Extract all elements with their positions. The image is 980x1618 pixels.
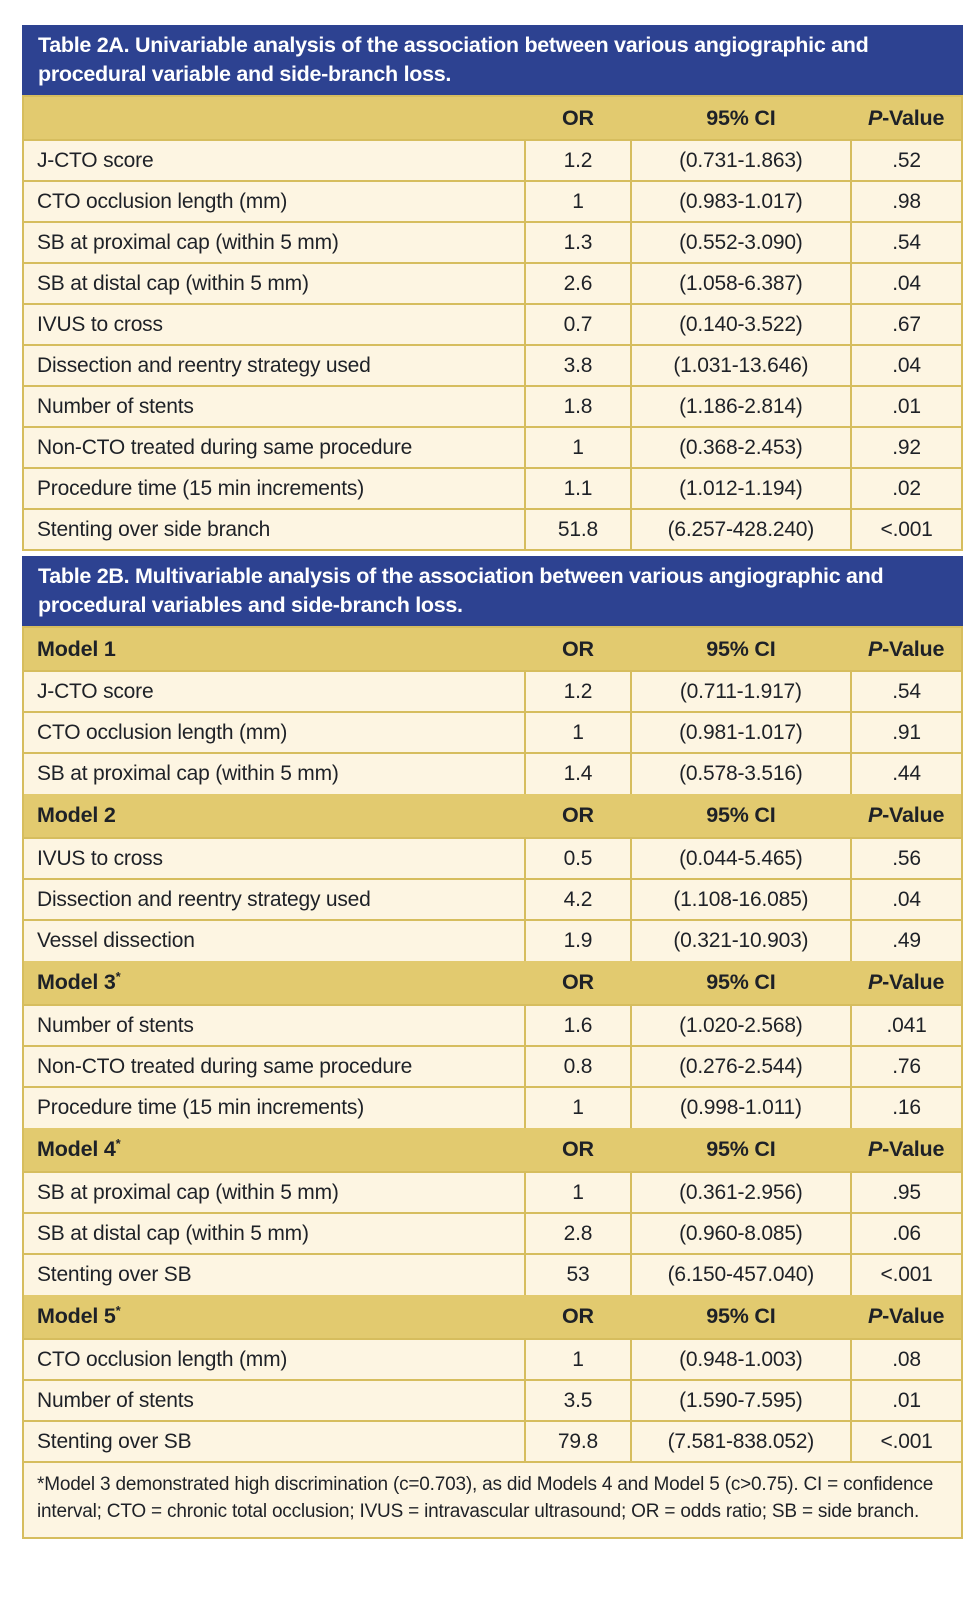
model-3-rows (23, 1005, 962, 1128)
p-cell: .67 (851, 304, 962, 345)
or-cell: 1.1 (525, 468, 630, 509)
p-column-header (851, 1128, 962, 1172)
variable-cell: SB at distal cap (within 5 mm) (23, 1213, 525, 1254)
footnote-row (23, 1462, 962, 1538)
table-2a-title: Table 2A. Univariable analysis of the association between various angiographic and procedural variable and side-branch loss. (38, 33, 869, 86)
or-column-header: OR (525, 1295, 630, 1339)
table-row (23, 920, 962, 961)
ci-cell: (0.321-10.903) (631, 920, 852, 961)
or-cell: 1 (525, 1087, 630, 1128)
section-label-sup: * (115, 969, 121, 985)
column-header-row (23, 96, 962, 140)
p-cell: .04 (851, 263, 962, 304)
model-1-header-row (23, 627, 962, 671)
p-cell: .44 (851, 753, 962, 794)
p-italic-letter: P (867, 970, 883, 994)
p-cell: .16 (851, 1087, 962, 1128)
variable-cell: Stenting over side branch (23, 509, 525, 550)
or-cell: 79.8 (525, 1421, 630, 1462)
variable-cell: Number of stents (23, 386, 525, 427)
variable-cell: Vessel dissection (23, 920, 525, 961)
p-italic-letter: P (867, 1137, 883, 1161)
or-cell: 0.5 (525, 838, 630, 879)
section-label: Model 4 (37, 1137, 116, 1162)
ci-cell: (1.031-13.646) (631, 345, 852, 386)
ci-cell: (0.983-1.017) (631, 181, 852, 222)
table-row (23, 1254, 962, 1295)
or-cell: 3.8 (525, 345, 630, 386)
section-label-sup: * (115, 1136, 121, 1152)
or-column-header: OR (525, 627, 630, 671)
p-cell: .06 (851, 1213, 962, 1254)
p-rest: -Value (882, 970, 945, 994)
ci-cell: (1.590-7.595) (631, 1380, 852, 1421)
or-cell: 1.9 (525, 920, 630, 961)
variable-cell: SB at distal cap (within 5 mm) (23, 263, 525, 304)
ci-cell: (0.044-5.465) (631, 838, 852, 879)
or-cell: 1.6 (525, 1005, 630, 1046)
table-2a-rows (23, 140, 962, 550)
table-2b-title-bar (22, 556, 963, 626)
or-column-header: OR (525, 794, 630, 838)
variable-cell: Number of stents (23, 1380, 525, 1421)
table-row (23, 427, 962, 468)
table-row (23, 509, 962, 550)
p-italic-letter: P (867, 1304, 883, 1328)
or-cell: 1 (525, 427, 630, 468)
section-label-cell (23, 961, 525, 1005)
or-cell: 53 (525, 1254, 630, 1295)
table-row (23, 304, 962, 345)
ci-cell: (0.368-2.453) (631, 427, 852, 468)
table-row (23, 671, 962, 712)
p-cell: .01 (851, 386, 962, 427)
table-row (23, 1172, 962, 1213)
model-5-header-row (23, 1295, 962, 1339)
or-column-header: OR (525, 96, 630, 140)
ci-cell: (0.711-1.917) (631, 671, 852, 712)
section-label: Model 1 (37, 637, 116, 662)
table-2a (22, 95, 963, 551)
model-4-rows (23, 1172, 962, 1295)
or-cell: 1.8 (525, 386, 630, 427)
model-3-header-row (23, 961, 962, 1005)
or-cell: 4.2 (525, 879, 630, 920)
p-cell: .01 (851, 1380, 962, 1421)
variable-cell: Dissection and reentry strategy used (23, 879, 525, 920)
ci-cell: (0.276-2.544) (631, 1046, 852, 1087)
ci-column-header: 95% CI (631, 1128, 852, 1172)
p-cell: <.001 (851, 1421, 962, 1462)
or-cell: 2.6 (525, 263, 630, 304)
p-rest: -Value (882, 636, 945, 661)
table-row (23, 712, 962, 753)
variable-cell: CTO occlusion length (mm) (23, 712, 525, 753)
table-row (23, 1380, 962, 1421)
model-3-header-section (23, 961, 962, 1005)
variable-cell: SB at proximal cap (within 5 mm) (23, 222, 525, 263)
model-2-header-section (23, 794, 962, 838)
ci-cell: (1.020-2.568) (631, 1005, 852, 1046)
p-cell: .92 (851, 427, 962, 468)
table-row (23, 263, 962, 304)
tables-container (22, 25, 963, 1539)
variable-cell: IVUS to cross (23, 304, 525, 345)
model-4-header-section (23, 1128, 962, 1172)
ci-cell: (0.578-3.516) (631, 753, 852, 794)
p-column-header (851, 627, 962, 671)
ci-cell: (0.731-1.863) (631, 140, 852, 181)
model-2-header-row (23, 794, 962, 838)
ci-cell: (0.981-1.017) (631, 712, 852, 753)
p-cell: .49 (851, 920, 962, 961)
p-cell: .041 (851, 1005, 962, 1046)
variable-cell: J-CTO score (23, 671, 525, 712)
table-row (23, 1005, 962, 1046)
section-label-cell (23, 1128, 525, 1172)
table-row (23, 1339, 962, 1380)
or-cell: 1.4 (525, 753, 630, 794)
p-cell: <.001 (851, 509, 962, 550)
p-italic-letter: P (867, 636, 883, 661)
or-cell: 0.8 (525, 1046, 630, 1087)
ci-cell: (1.186-2.814) (631, 386, 852, 427)
p-cell: .56 (851, 838, 962, 879)
variable-cell: Dissection and reentry strategy used (23, 345, 525, 386)
table-row (23, 468, 962, 509)
variable-cell: Stenting over SB (23, 1421, 525, 1462)
p-column-header (851, 1295, 962, 1339)
section-label: Model 2 (37, 803, 116, 828)
section-label-sup: * (115, 1303, 121, 1319)
variable-cell: IVUS to cross (23, 838, 525, 879)
table-row (23, 753, 962, 794)
ci-column-header: 95% CI (631, 794, 852, 838)
p-cell: .52 (851, 140, 962, 181)
p-cell: .95 (851, 1172, 962, 1213)
variable-cell: SB at proximal cap (within 5 mm) (23, 1172, 525, 1213)
ci-cell: (0.552-3.090) (631, 222, 852, 263)
or-cell: 51.8 (525, 509, 630, 550)
table-row (23, 1046, 962, 1087)
p-rest: -Value (882, 105, 945, 130)
p-cell: .04 (851, 879, 962, 920)
or-cell: 1.2 (525, 140, 630, 181)
variable-cell: Stenting over SB (23, 1254, 525, 1295)
p-cell: .91 (851, 712, 962, 753)
model-4-header-row (23, 1128, 962, 1172)
or-column-header: OR (525, 961, 630, 1005)
p-cell: .76 (851, 1046, 962, 1087)
model-5-header-section (23, 1295, 962, 1339)
table-row (23, 879, 962, 920)
ci-column-header: 95% CI (631, 627, 852, 671)
p-italic-letter: P (867, 105, 883, 130)
ci-cell: (0.140-3.522) (631, 304, 852, 345)
ci-cell: (0.960-8.085) (631, 1213, 852, 1254)
or-cell: 1 (525, 712, 630, 753)
model-2-rows (23, 838, 962, 961)
section-label: Model 3 (37, 970, 116, 995)
p-cell: .54 (851, 222, 962, 263)
or-column-header: OR (525, 1128, 630, 1172)
table-2a-header-section (23, 96, 962, 140)
p-cell: .08 (851, 1339, 962, 1380)
table-2a-title-bar (22, 25, 963, 95)
p-cell: <.001 (851, 1254, 962, 1295)
or-cell: 2.8 (525, 1213, 630, 1254)
variable-cell: CTO occlusion length (mm) (23, 181, 525, 222)
section-label-cell (23, 96, 525, 140)
or-cell: 3.5 (525, 1380, 630, 1421)
or-cell: 0.7 (525, 304, 630, 345)
model-5-rows (23, 1339, 962, 1462)
footnote-text: *Model 3 demonstrated high discrimination (c=0.703), as did Models 4 and Model 5 (c>0.75). CI = confidence interval; CTO = chronic total occlusion; IVUS = intravascular ultrasound; OR = odds ratio; SB = side branch. (23, 1462, 962, 1538)
table-row (23, 838, 962, 879)
p-rest: -Value (882, 803, 945, 827)
ci-cell: (1.012-1.194) (631, 468, 852, 509)
table-row (23, 222, 962, 263)
ci-cell: (0.998-1.011) (631, 1087, 852, 1128)
ci-cell: (1.058-6.387) (631, 263, 852, 304)
model-1-rows (23, 671, 962, 794)
or-cell: 1 (525, 1339, 630, 1380)
p-cell: .54 (851, 671, 962, 712)
variable-cell: Number of stents (23, 1005, 525, 1046)
table-row (23, 1421, 962, 1462)
ci-cell: (6.257-428.240) (631, 509, 852, 550)
p-column-header (851, 961, 962, 1005)
table-row (23, 140, 962, 181)
variable-cell: Non-CTO treated during same procedure (23, 427, 525, 468)
model-1-header-section (23, 627, 962, 671)
variable-cell: Procedure time (15 min increments) (23, 1087, 525, 1128)
table-row (23, 181, 962, 222)
ci-cell: (0.948-1.003) (631, 1339, 852, 1380)
p-rest: -Value (882, 1137, 945, 1161)
variable-cell: J-CTO score (23, 140, 525, 181)
ci-cell: (7.581-838.052) (631, 1421, 852, 1462)
or-cell: 1 (525, 1172, 630, 1213)
variable-cell: SB at proximal cap (within 5 mm) (23, 753, 525, 794)
section-label-cell (23, 794, 525, 838)
p-cell: .98 (851, 181, 962, 222)
p-rest: -Value (882, 1304, 945, 1328)
table-row (23, 345, 962, 386)
or-cell: 1.3 (525, 222, 630, 263)
p-italic-letter: P (867, 803, 883, 827)
ci-column-header: 95% CI (631, 961, 852, 1005)
p-cell: .04 (851, 345, 962, 386)
ci-cell: (6.150-457.040) (631, 1254, 852, 1295)
variable-cell: Procedure time (15 min increments) (23, 468, 525, 509)
variable-cell: Non-CTO treated during same procedure (23, 1046, 525, 1087)
p-column-header (851, 794, 962, 838)
or-cell: 1 (525, 181, 630, 222)
ci-column-header: 95% CI (631, 96, 852, 140)
section-label: Model 5 (37, 1304, 116, 1329)
p-column-header (851, 96, 962, 140)
section-label-cell (23, 1295, 525, 1339)
variable-cell: CTO occlusion length (mm) (23, 1339, 525, 1380)
table-2b-title: Table 2B. Multivariable analysis of the association between various angiographic and procedural variables and side-branch loss. (38, 564, 884, 617)
table-row (23, 386, 962, 427)
table-row (23, 1213, 962, 1254)
ci-cell: (0.361-2.956) (631, 1172, 852, 1213)
ci-column-header: 95% CI (631, 1295, 852, 1339)
table-row (23, 1087, 962, 1128)
ci-cell: (1.108-16.085) (631, 879, 852, 920)
section-label-cell (23, 627, 525, 671)
footnote-section (23, 1462, 962, 1538)
p-cell: .02 (851, 468, 962, 509)
or-cell: 1.2 (525, 671, 630, 712)
table-2b (22, 626, 963, 1539)
